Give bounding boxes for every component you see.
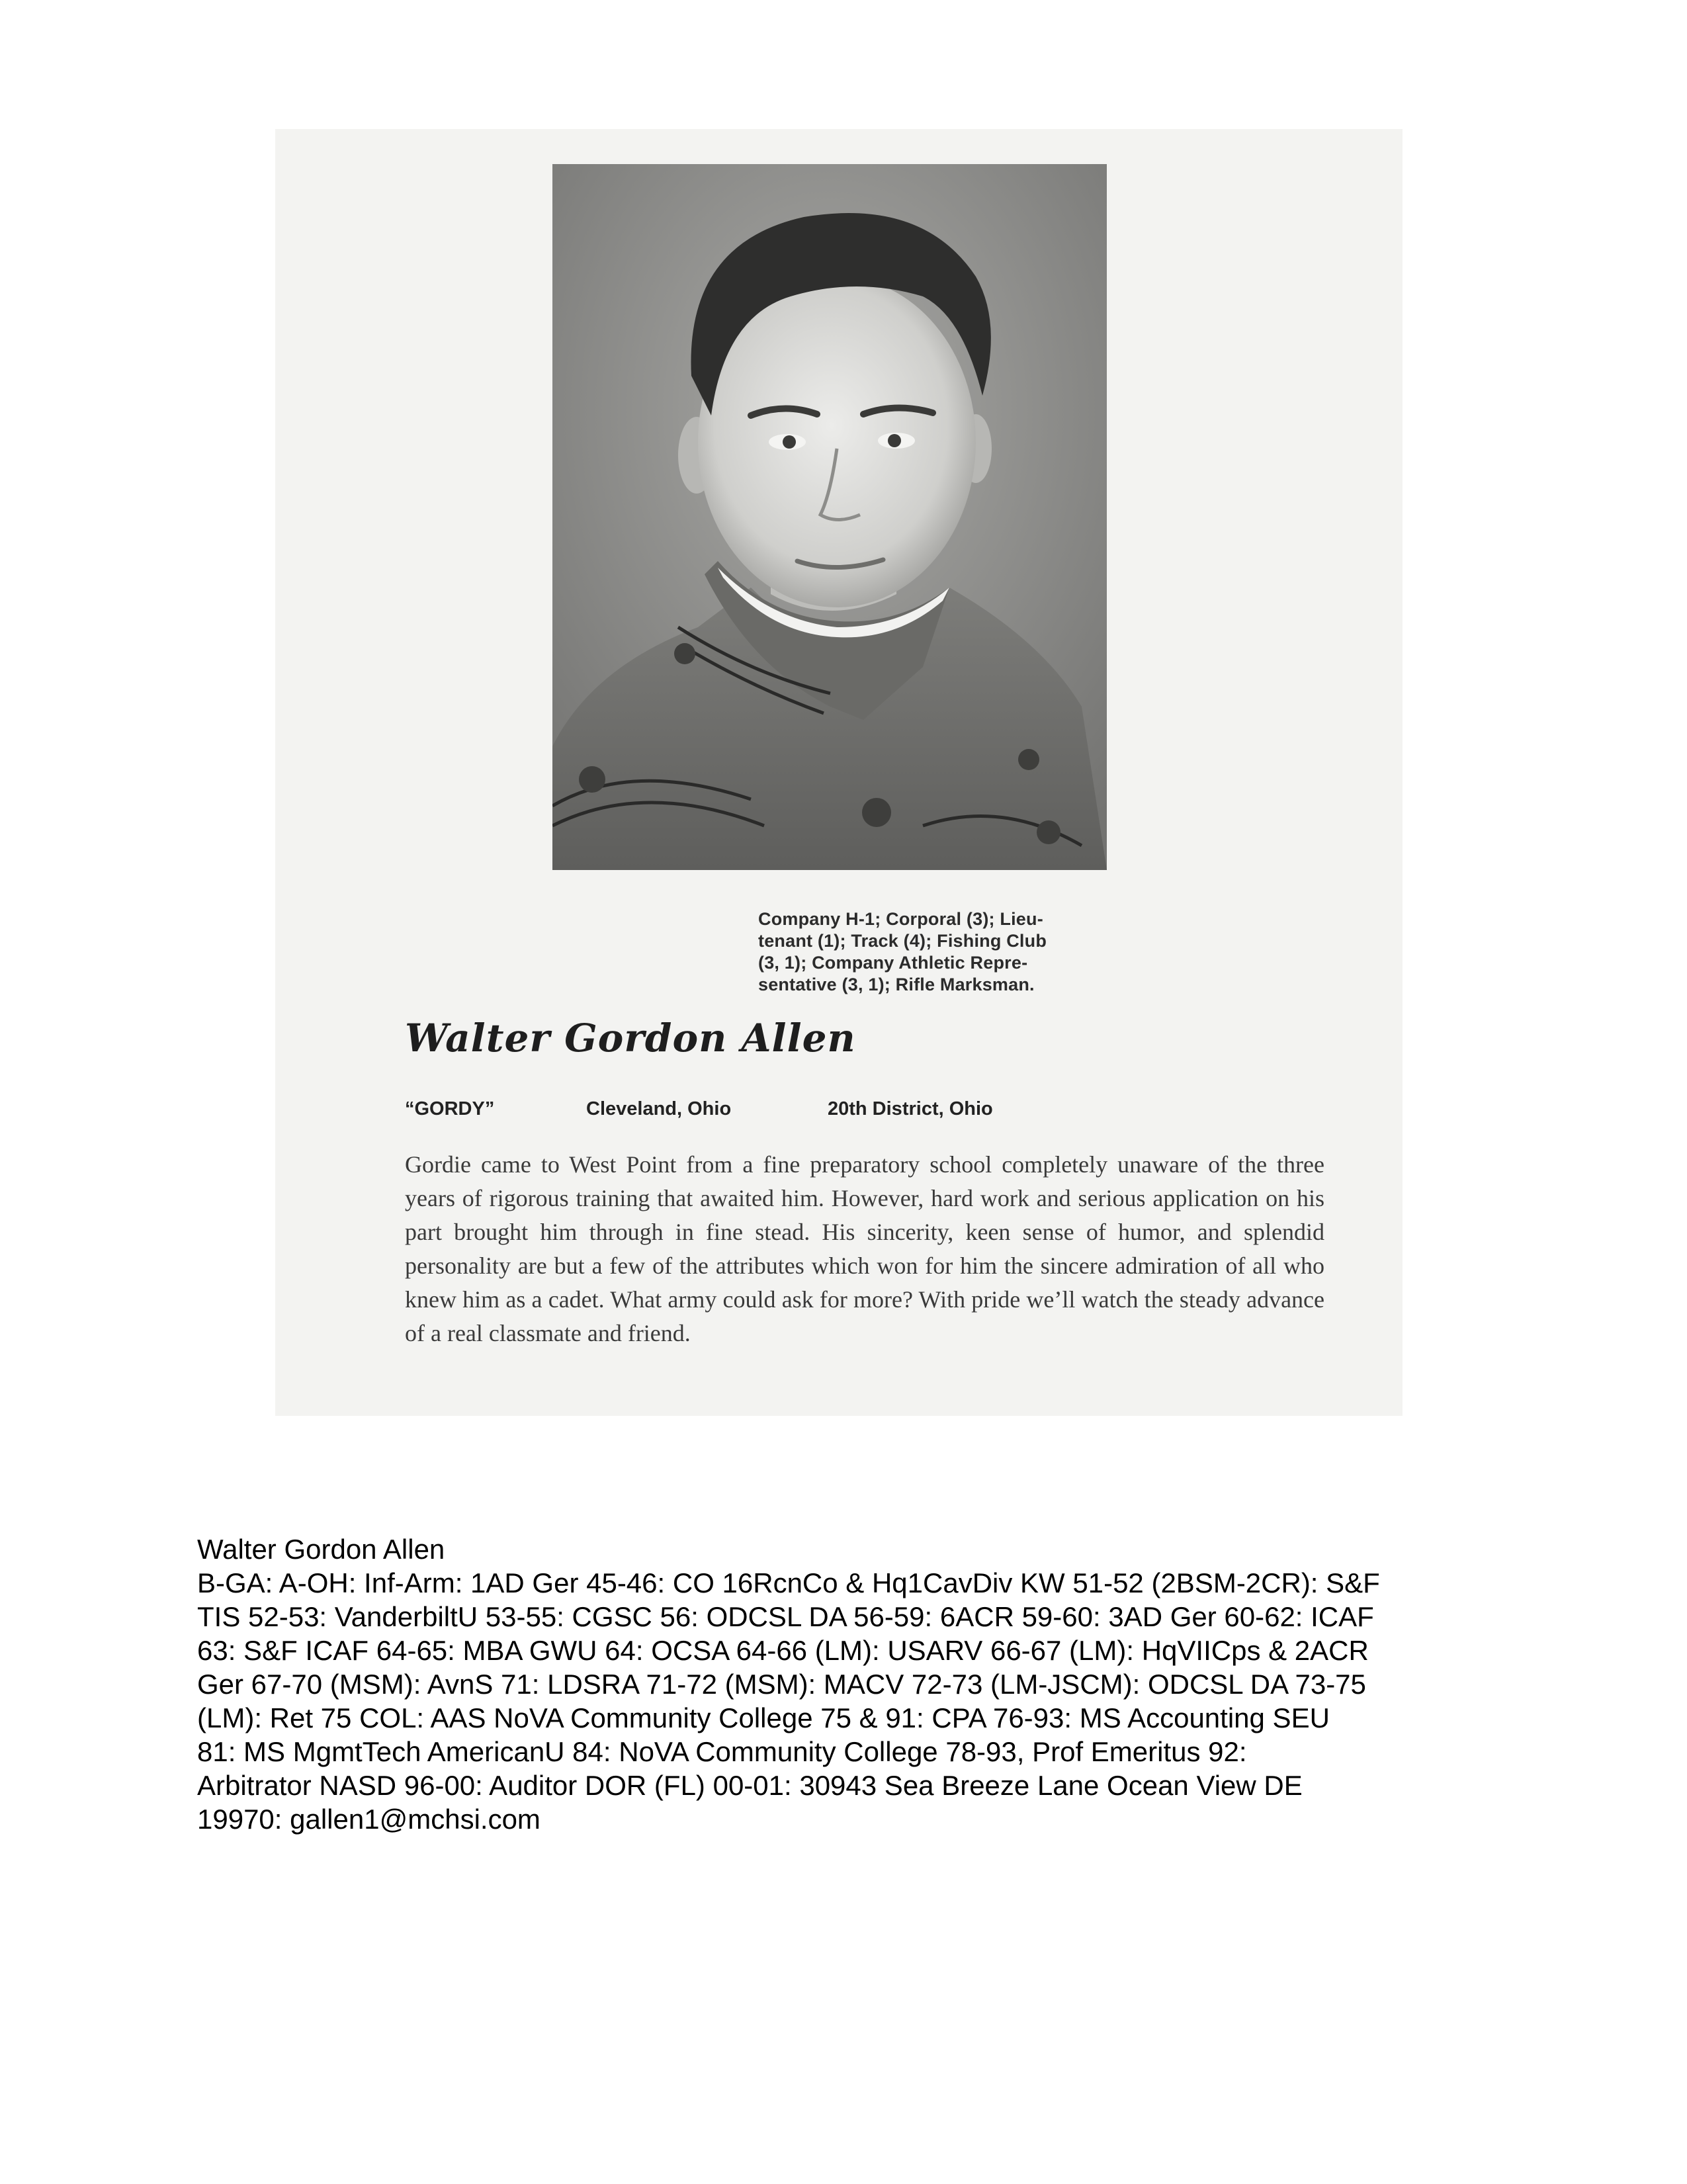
cadet-nickname: “GORDY” — [405, 1098, 495, 1119]
service-record-line: 19970: gallen1@mchsi.com — [197, 1804, 541, 1835]
service-record-line: 63: S&F ICAF 64-65: MBA GWU 64: OCSA 64-66 (LM): USARV 66-67 (LM): HqVIICps & 2ACR — [197, 1635, 1369, 1666]
service-record — [197, 1532, 1481, 1836]
activities-line: sentative (3, 1); Rifle Marksman. — [758, 975, 1035, 994]
service-record-line: B-GA: A-OH: Inf-Arm: 1AD Ger 45-46: CO 16RcnCo & Hq1CavDiv KW 51-52 (2BSM-2CR): S&F — [197, 1567, 1380, 1598]
service-record-line: Ger 67-70 (MSM): AvnS 71: LDSRA 71-72 (MSM): MACV 72-73 (LM-JSCM): ODCSL DA 73-75 — [197, 1669, 1366, 1700]
activities-line: (3, 1); Company Athletic Repre- — [758, 953, 1028, 973]
yearbook-scan — [275, 129, 1403, 1416]
cadet-hometown: Cleveland, Ohio — [586, 1098, 732, 1119]
service-record-line: TIS 52-53: VanderbiltU 53-55: CGSC 56: ODCSL DA 56-59: 6ACR 59-60: 3AD Ger 60-62: ICAF — [197, 1601, 1374, 1632]
service-record-line: Walter Gordon Allen — [197, 1534, 445, 1565]
service-record-line: (LM): Ret 75 COL: AAS NoVA Community College 75 & 91: CPA 76-93: MS Accounting SEU — [197, 1702, 1330, 1733]
cadet-name: Walter Gordon Allen — [405, 1016, 856, 1061]
activities-line: tenant (1); Track (4); Fishing Club — [758, 931, 1047, 951]
service-record-line: 81: MS MgmtTech AmericanU 84: NoVA Community College 78-93, Prof Emeritus 92: — [197, 1736, 1247, 1767]
cadet-district: 20th District, Ohio — [828, 1098, 993, 1119]
cadet-portrait-photo — [552, 164, 1107, 870]
cadet-biography: Gordie came to West Point from a fine preparatory school completely unaware of the three years of rigorous training that awaited him. However, hard work and serious application on his part brought him through in fine stead. His sincerity, keen sense of humor, and splendid personality are but a few of the attributes which won for him the sincere admiration of all who knew him as a cadet. What army could ask for more? With pride we’ll watch the steady advance of a real classmate and friend. — [405, 1151, 1324, 1346]
activities-line: Company H-1; Corporal (3); Lieu- — [758, 909, 1043, 929]
service-record-line: Arbitrator NASD 96-00: Auditor DOR (FL) 00-01: 30943 Sea Breeze Lane Ocean View DE — [197, 1770, 1303, 1801]
activities-list — [758, 908, 1129, 996]
